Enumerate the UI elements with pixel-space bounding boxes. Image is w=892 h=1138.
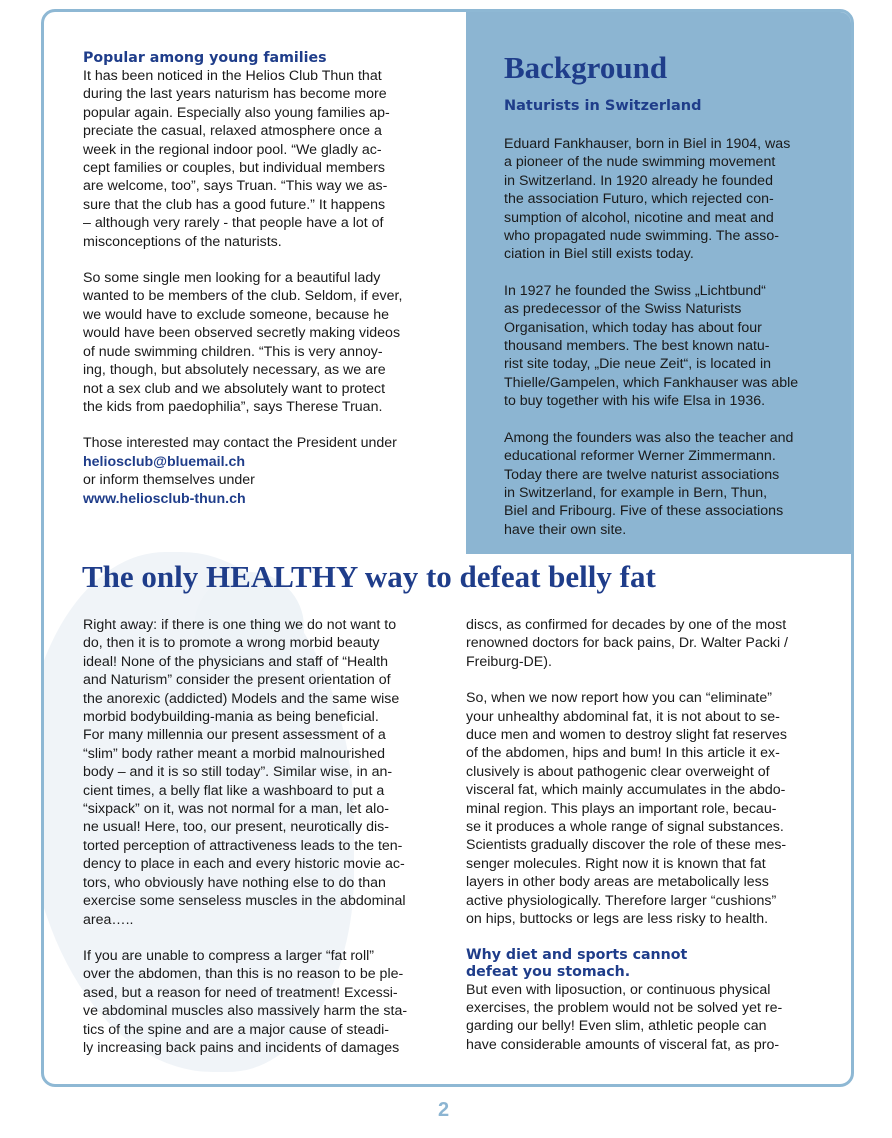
paragraph: If you are unable to compress a larger “fat roll” over the abdomen, than this is no reason to be ple- ased, but a reason for need of treatment! Excessi- ve abdominal muscles also massively harm the sta- tics of the spine and are a major cause of steadi- ly increasing back pains and incidents of damages	[83, 947, 408, 1056]
contact-intro: Those interested may contact the President under	[83, 435, 397, 452]
contact-or: or inform themselves under	[83, 472, 255, 489]
paragraph: In 1927 he founded the Swiss „Lichtbund“ as predecessor of the Swiss Naturists Organisation, which today has about four thousand members. The best known natu- rist site today, „Die neue Zeit“, is located in Thielle/Gampelen, which Fankhauser was able to buy together with his wife Elsa in 1936.	[504, 282, 799, 410]
article-column-right	[466, 616, 826, 1072]
section-heading: Popular among young families	[83, 50, 327, 66]
page-frame	[41, 9, 854, 1087]
paragraph: Right away: if there is one thing we do not want to do, then it is to promote a wrong morbid beauty ideal! None of the physicians and staff of “Health and Naturism” consider the present orientation of the anorexic (addicted) Models and the same wise morbid bodybuilding-mania as being beneficial. For many millennia our present assessment of a “slim” body rather meant a morbid malnourished body – and it is so still today”. Similar wise, in an- cient times, a belly flat like a washboard to put a “sixpack” on it, was not normal for a man, let alo- ne usual! Here, too, our present, neurotically dis- torted perception of attractiveness leads to the ten- dency to place in each and every historic movie ac- tors, who obviously have nothing else to do than exercise some senseless muscles in the abdominal area…..	[83, 617, 406, 928]
background-text	[504, 135, 834, 557]
page-number: 2	[438, 1099, 450, 1121]
article-column-left	[83, 616, 443, 1075]
section-heading: Why diet and sports cannot defeat you stomach.	[466, 946, 688, 980]
paragraph: Eduard Fankhauser, born in Biel in 1904, was a pioneer of the nude swimming movement in Switzerland. In 1920 already he founded the association Futuro, which rejected con- sumption of alcohol, nicotine and meat and who propagated nude swimming. The asso- ciation in Biel still exists today.	[504, 136, 791, 263]
paragraph: discs, as confirmed for decades by one of the most renowned doctors for back pains, Dr. Walter Packi / Freiburg-DE).	[466, 617, 788, 670]
paragraph: So some single men looking for a beautiful lady wanted to be members of the club. Seldom, if ever, we would have to exclude someone, because he would have been observed secretly making videos of nude swimming children. “This is very annoy- ing, though, but absolutely necessary, as we are not a sex club and we absolutely want to protect the kids from paedophilia”, says Therese Truan.	[83, 270, 403, 415]
email-link[interactable]: heliosclub@bluemail.ch	[83, 453, 246, 470]
background-title: Background	[504, 50, 668, 85]
paragraph: It has been noticed in the Helios Club Thun that during the last years naturism has become more popular again. Especially also young families ap- preciate the casual, relaxed atmosphere once a week in the regional indoor pool. “We gladly ac- cept families or couples, but individual members are welcome, too”, says Truan. “This way we as- sure that the club has a good future.” It happens – although very rarely - that people have a lot of misconceptions of the naturists.	[83, 68, 390, 250]
website-link[interactable]: www.heliosclub-thun.ch	[83, 490, 246, 507]
paragraph: Among the founders was also the teacher and educational reformer Werner Zimmermann. Today there are twelve naturist associations in Switzerland, for example in Bern, Thun, Biel and Fribourg. Five of these associations have their own site.	[504, 429, 794, 538]
paragraph: But even with liposuction, or continuous physical exercises, the problem would not be solved yet re- garding our belly! Even slim, athletic people can have considerable amounts of visceral fat, as pro-	[466, 981, 783, 1053]
article-headline: The only HEALTHY way to defeat belly fat	[82, 559, 656, 594]
club-article	[83, 50, 433, 508]
paragraph: So, when we now report how you can “eliminate” your unhealthy abdominal fat, it is not about to se- duce men and women to destroy slight fat reserves of the abdomen, hips and bum! In this article it ex- clusively is about pathogenic clear overweight of visceral fat, which mainly accumulates in the abdo- minal region. This plays an important role, becau- se it produces a whole range of signal substances. Scientists gradually discover the role of these mes- senger molecules. Right now it is known that fat layers in other body areas are metabolically less active physiologically. Therefore larger “cushions” on hips, buttocks or legs are less risky to health.	[466, 690, 787, 928]
background-subtitle: Naturists in Switzerland	[504, 98, 702, 114]
